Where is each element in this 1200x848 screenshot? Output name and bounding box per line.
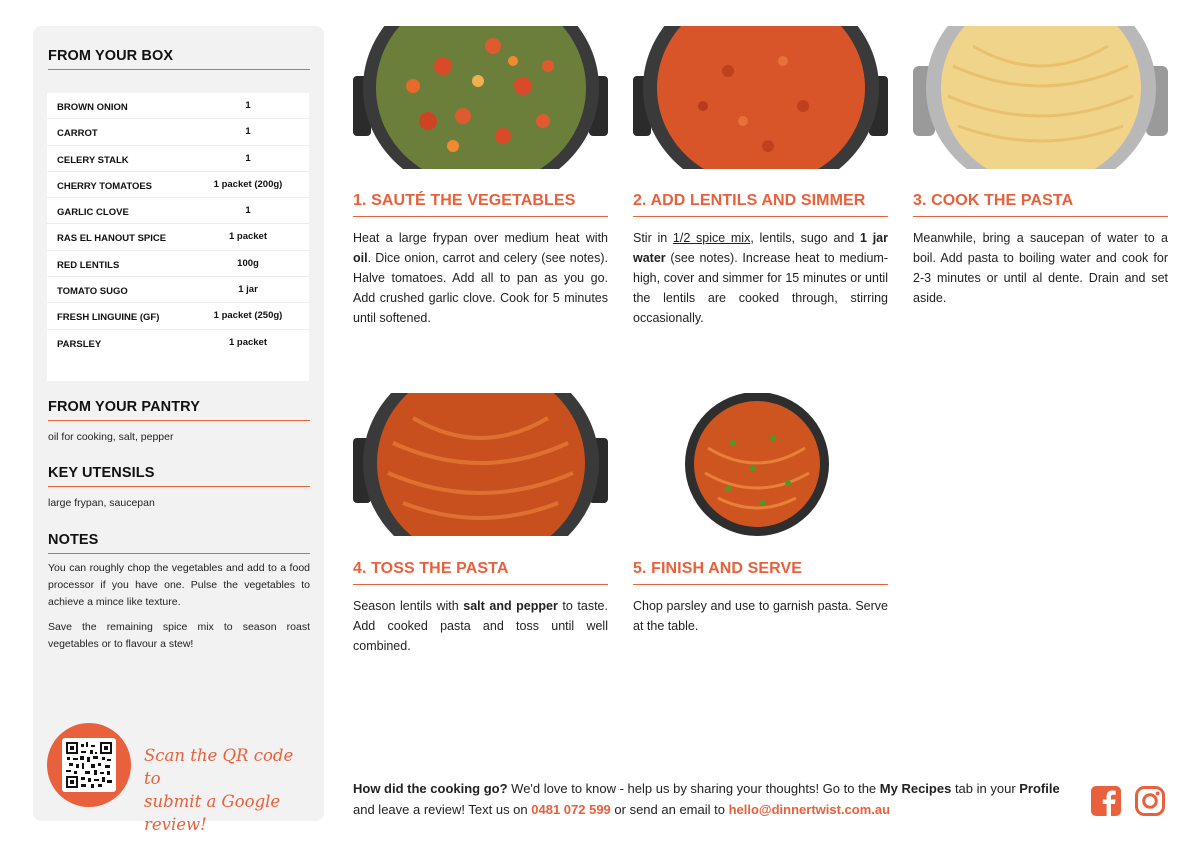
pantry-heading: FROM YOUR PANTRY [48,399,310,421]
step-5-photo [633,393,888,536]
utensils-heading: KEY UTENSILS [48,465,310,487]
ingredient-qty: 1 [245,205,251,217]
footer-text: We'd love to know - help us by sharing your thoughts! Go to the [507,781,880,796]
ingredient-name: RAS EL HANOUT SPICE [57,233,167,245]
qr-caption-line: submit a Google review! [144,792,281,834]
ingredient-qty: 1 packet [228,231,268,243]
ingredients-table [47,93,309,381]
qr-badge [47,723,131,807]
step-1-text-part: . Dice onion, carrot and celery (see notes). Halve tomatoes. Add all to pan as you go. Add crushed garlic clove. Cook for 5 minutes until softened. [353,251,608,325]
ingredient-name: CARROT [57,128,98,140]
qr-caption-line: Scan the QR code to [144,746,294,788]
ingredient-qty: 1 jar [238,284,258,296]
step-2-text-part: Stir in [633,231,673,245]
step-2-underline: 1/2 spice mix [672,231,751,245]
step-2-title: 2. ADD LENTILS AND SIMMER [633,192,888,217]
step-2-photo [633,26,888,169]
ingredient-row [47,93,309,119]
note-2: Save the remaining spice mix to season roast vegetables or to flavour a stew! [48,621,310,650]
step-1-text-part: Heat a large frypan over medium heat with [353,231,608,245]
ingredient-row [47,277,309,303]
step-1-text [353,228,608,328]
footer-text: or send an email to [610,802,729,817]
ingredient-qty: 1 packet (250g) [213,310,283,322]
ingredient-row [47,224,309,250]
email-link[interactable]: hello@dinnertwist.com.au [728,802,891,817]
ingredient-row [47,330,309,356]
step-2-bold: 1 jar water [633,231,888,265]
step-2-text-part: , lentils, sugo and [750,231,861,245]
step-5-text [633,596,888,636]
step-2-text-part: (see notes). Increase heat to medium-high, cover and simmer for 15 minutes or until the lentils are cooked through, stirring occasionally. [633,251,888,325]
step-1-photo [353,26,608,169]
step-3-title: 3. COOK THE PASTA [913,192,1168,217]
ingredient-qty: 1 [245,152,251,164]
note-1: You can roughly chop the vegetables and add to a food processor if you have one. Pulse the vegetables to achieve a mince like texture. [48,562,310,608]
ingredient-row [47,172,309,198]
ingredient-qty: 100g [237,257,259,269]
instagram-icon[interactable] [1134,785,1166,817]
step-3-text-part: Meanwhile, bring a saucepan of water to a boil. Add pasta to boiling water and cook for 2-3 minutes or until al dente. Drain and set aside. [913,231,1168,305]
ingredients-sidebar [33,26,324,834]
step-1-title: 1. SAUTÉ THE VEGETABLES [353,192,608,217]
ingredient-name: RED LENTILS [57,259,120,271]
ingredient-name: CELERY STALK [57,154,129,166]
step-3-text [913,228,1168,308]
ingredient-row [47,303,309,329]
profile-link[interactable]: Profile [1019,781,1060,796]
step-4-bold: salt and pepper [463,599,558,613]
ingredient-qty: 1 [245,100,251,111]
ingredient-row [47,146,309,172]
step-4-text-part: to taste. Add cooked pasta and toss until well combined. [353,599,608,653]
step-5-title: 5. FINISH AND SERVE [633,560,888,585]
step-2-text [633,228,888,328]
ingredient-row [47,198,309,224]
footer-question: How did the cooking go? [353,781,508,796]
my-recipes-link[interactable]: My Recipes [879,781,952,796]
step-4-title: 4. TOSS THE PASTA [353,560,608,585]
ingredient-qty: 1 packet (200g) [213,178,283,190]
step-5-text-part: Chop parsley and use to garnish pasta. Serve at the table. [633,599,888,633]
ingredient-name: CHERRY TOMATOES [57,180,153,192]
step-4-photo [353,393,608,536]
step-4-text-part: Season lentils with [353,599,464,613]
ingredient-name: GARLIC CLOVE [57,207,129,219]
ingredient-name: TOMATO SUGO [57,286,128,298]
step-4-text [353,596,608,656]
from-your-box-heading: FROM YOUR BOX [48,48,310,70]
pantry-text: oil for cooking, salt, pepper [48,431,174,443]
ingredient-qty: 1 [245,126,251,138]
footer-text: tab in your [951,781,1020,796]
ingredient-qty: 1 packet [228,336,268,348]
footer-text: and leave a review! Text us on [353,802,532,817]
feedback-footer [353,778,1073,820]
ingredient-row [47,119,309,145]
phone-link[interactable]: 0481 072 599 [531,802,611,817]
ingredient-name: PARSLEY [57,338,102,350]
ingredient-row [47,251,309,277]
step-1-bold: oil [353,251,368,265]
qr-caption [144,744,314,836]
ingredient-name: FRESH LINGUINE (GF) [57,312,160,324]
utensils-text: large frypan, saucepan [48,497,155,509]
step-3-photo [913,26,1168,169]
qr-code-icon[interactable] [62,738,116,792]
facebook-icon[interactable] [1090,785,1122,817]
notes-heading: NOTES [48,532,310,554]
ingredient-name: BROWN ONION [57,102,128,113]
